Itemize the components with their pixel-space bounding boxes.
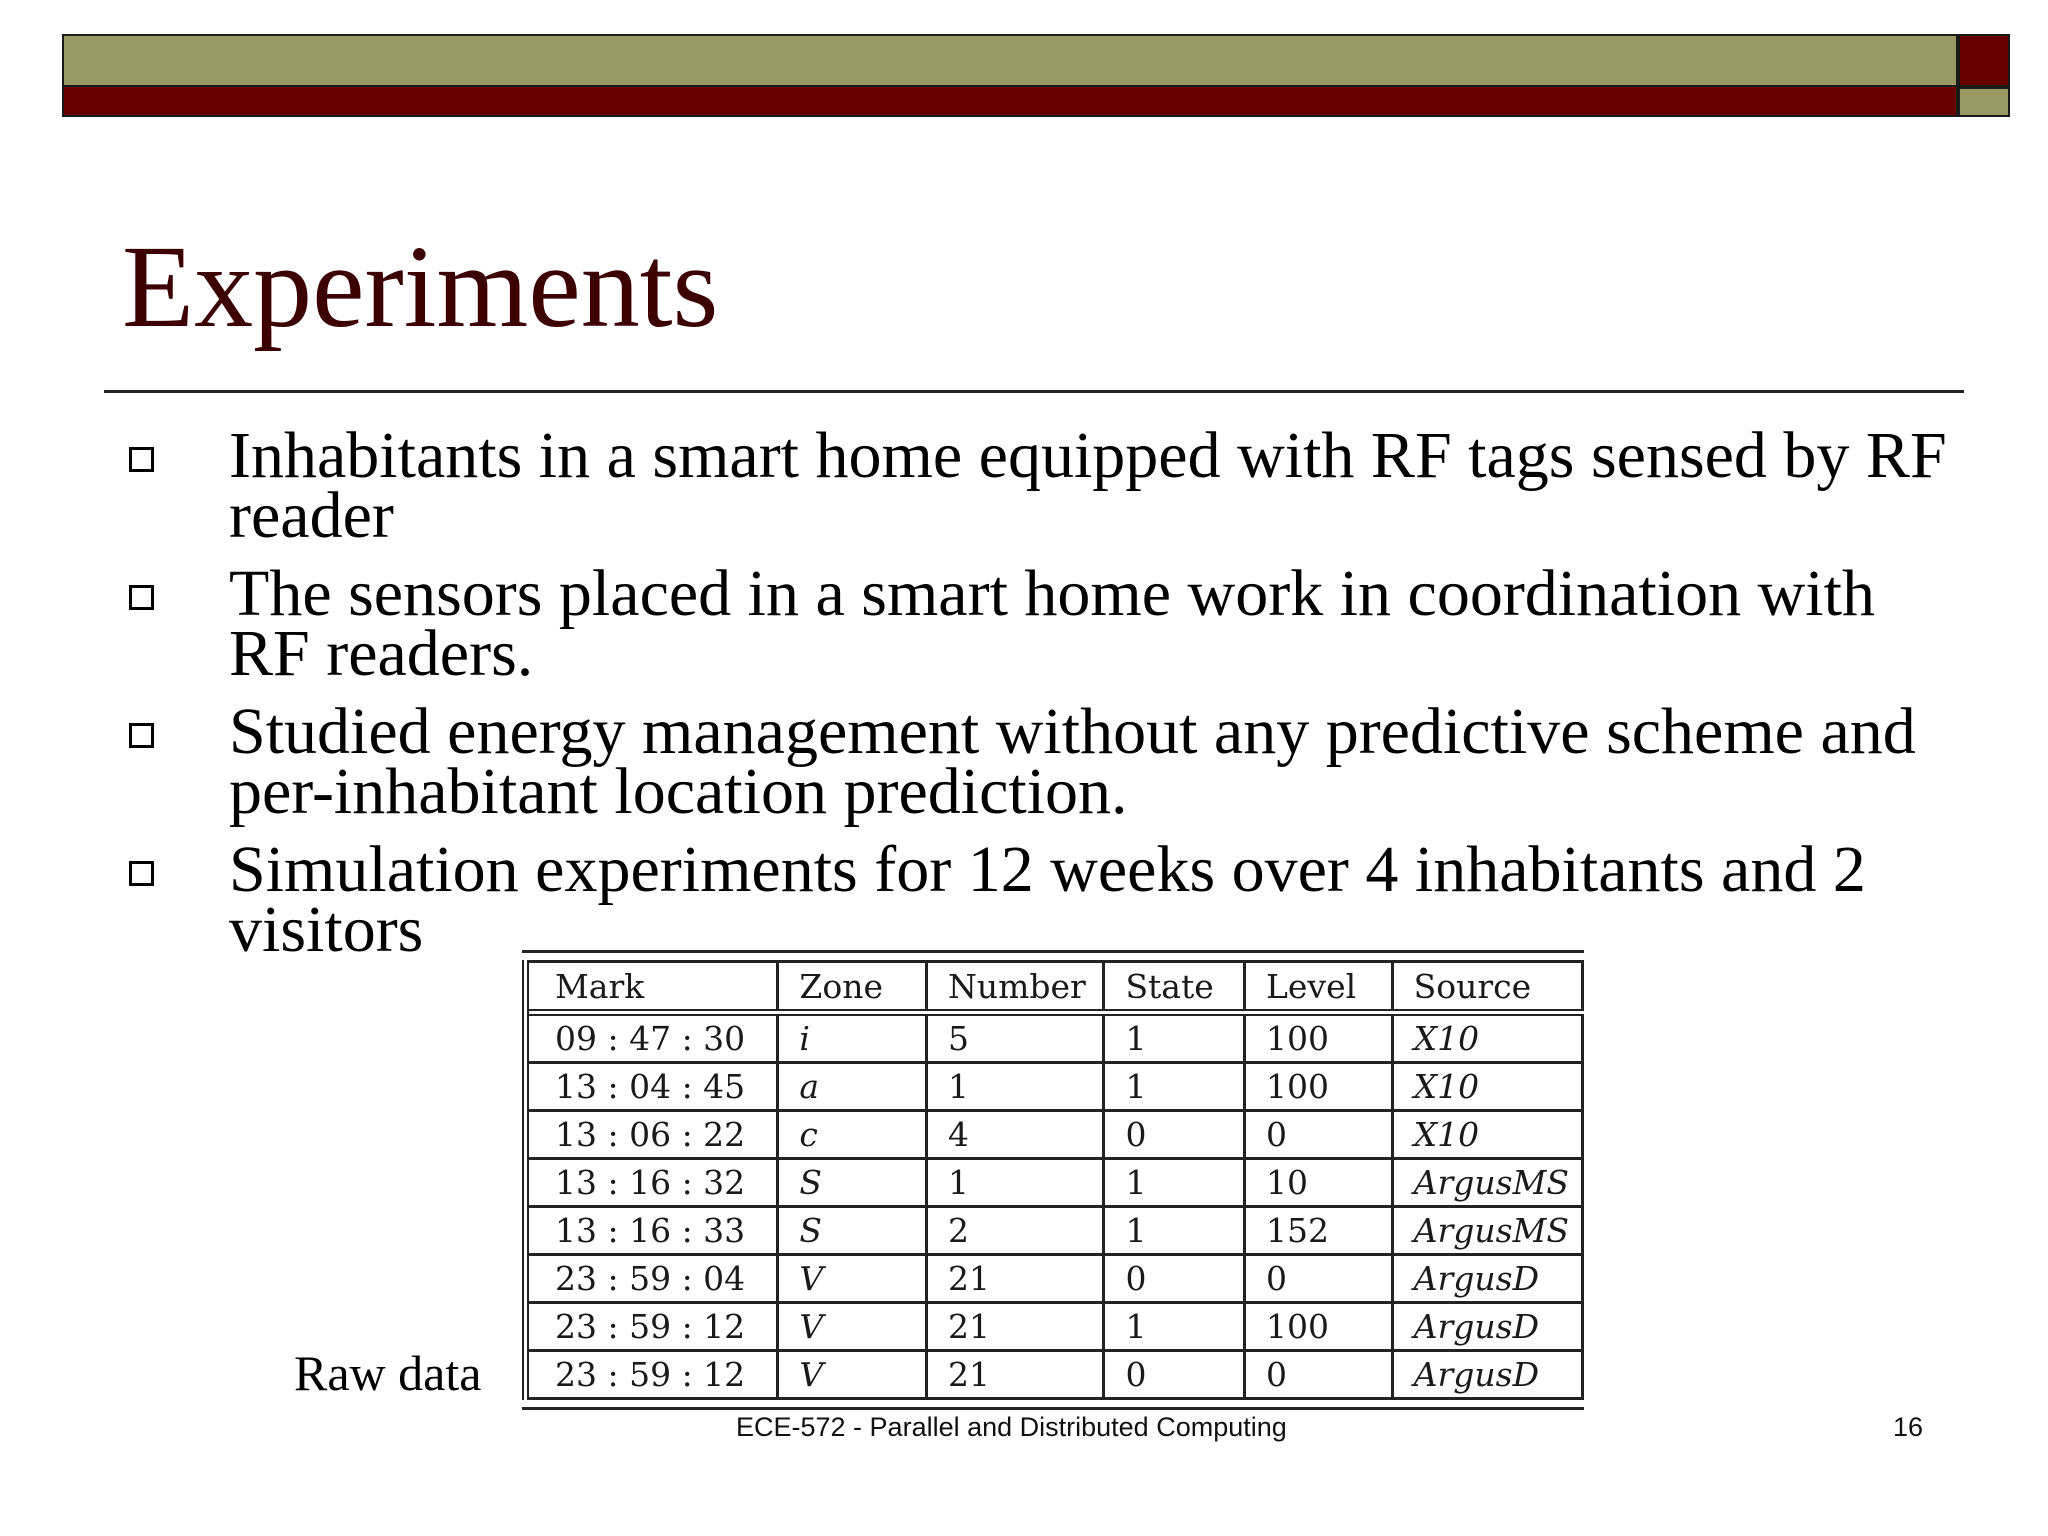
table-cell: 1: [1104, 1013, 1245, 1063]
table-cell: i: [778, 1013, 927, 1063]
table-label: Raw data: [294, 1345, 482, 1401]
column-header: Level: [1244, 962, 1392, 1013]
table-row: [526, 1255, 1583, 1303]
header-band-olive: [62, 34, 1958, 85]
raw-data-table: [522, 960, 1584, 1400]
table-cell: 1: [926, 1063, 1103, 1111]
table-top-rule: [522, 950, 1584, 953]
table-row: [526, 1351, 1583, 1399]
square-bullet-icon: [129, 585, 154, 610]
table-cell: X10: [1392, 1063, 1582, 1111]
table-bottom-rule: [522, 1407, 1584, 1410]
slide-footer: ECE-572 - Parallel and Distributed Computing: [736, 1412, 1287, 1442]
bullet-item: [124, 557, 1964, 690]
table-cell: 13 : 16 : 33: [526, 1207, 778, 1255]
table-cell: c: [778, 1111, 927, 1159]
table-cell: ArgusD: [1392, 1351, 1582, 1399]
table-cell: 5: [926, 1013, 1103, 1063]
header-corner-olive: [1958, 87, 2010, 117]
table-cell: X10: [1392, 1111, 1582, 1159]
column-header: Mark: [526, 962, 778, 1013]
square-bullet-icon: [129, 723, 154, 748]
table-cell: 23 : 59 : 12: [526, 1303, 778, 1351]
table-cell: 0: [1244, 1351, 1392, 1399]
table-cell: 1: [1104, 1303, 1245, 1351]
column-header: State: [1104, 962, 1245, 1013]
table-cell: ArgusD: [1392, 1255, 1582, 1303]
table-cell: X10: [1392, 1013, 1582, 1063]
table-cell: 100: [1244, 1303, 1392, 1351]
table-row: [526, 1111, 1583, 1159]
table-cell: 23 : 59 : 12: [526, 1351, 778, 1399]
header-corner-red: [1958, 34, 2010, 87]
table-cell: 13 : 04 : 45: [526, 1063, 778, 1111]
table-row: [526, 1207, 1583, 1255]
slide-title: Experiments: [122, 221, 719, 352]
bullet-list: [124, 419, 1964, 978]
page-number: 16: [1893, 1412, 1924, 1442]
column-header: Zone: [778, 962, 927, 1013]
table-cell: 21: [926, 1303, 1103, 1351]
table-cell: 13 : 16 : 32: [526, 1159, 778, 1207]
table-cell: 0: [1104, 1255, 1245, 1303]
table-row: [526, 1159, 1583, 1207]
bullet-text: Simulation experiments for 12 weeks over 4 inhabitants and 2 visitors: [229, 833, 1866, 966]
table-cell: 21: [926, 1351, 1103, 1399]
table-cell: 0: [1104, 1351, 1245, 1399]
table-cell: 1: [1104, 1063, 1245, 1111]
table-cell: ArgusMS: [1392, 1207, 1582, 1255]
table-cell: V: [778, 1351, 927, 1399]
table-cell: 10: [1244, 1159, 1392, 1207]
table-header-row: [526, 962, 1583, 1013]
table-cell: 100: [1244, 1013, 1392, 1063]
table-cell: 1: [1104, 1207, 1245, 1255]
bullet-text: Inhabitants in a smart home equipped with RF tags sensed by RF reader: [229, 419, 1947, 552]
table-cell: V: [778, 1255, 927, 1303]
table-cell: 100: [1244, 1063, 1392, 1111]
raw-data-table-container: [522, 950, 1584, 1410]
table-row: [526, 1013, 1583, 1063]
table-cell: S: [778, 1207, 927, 1255]
table-cell: 0: [1104, 1111, 1245, 1159]
header-band-red: [62, 85, 1958, 117]
table-cell: ArgusD: [1392, 1303, 1582, 1351]
table-cell: 09 : 47 : 30: [526, 1013, 778, 1063]
table-cell: S: [778, 1159, 927, 1207]
table-cell: V: [778, 1303, 927, 1351]
bullet-item: [124, 695, 1964, 828]
table-cell: 152: [1244, 1207, 1392, 1255]
table-cell: 0: [1244, 1111, 1392, 1159]
table-cell: a: [778, 1063, 927, 1111]
table-cell: 23 : 59 : 04: [526, 1255, 778, 1303]
table-cell: 21: [926, 1255, 1103, 1303]
table-cell: 2: [926, 1207, 1103, 1255]
bullet-text: Studied energy management without any predictive scheme and per-inhabitant location prediction.: [229, 695, 1916, 828]
table-cell: 13 : 06 : 22: [526, 1111, 778, 1159]
bullet-item: [124, 833, 1964, 966]
table-row: [526, 1303, 1583, 1351]
table-cell: 4: [926, 1111, 1103, 1159]
table-cell: 0: [1244, 1255, 1392, 1303]
square-bullet-icon: [129, 447, 154, 472]
table-cell: 1: [1104, 1159, 1245, 1207]
bullet-item: [124, 419, 1964, 552]
table-row: [526, 1063, 1583, 1111]
table-cell: 1: [926, 1159, 1103, 1207]
column-header: Source: [1392, 962, 1582, 1013]
bullet-text: The sensors placed in a smart home work in coordination with RF readers.: [229, 557, 1875, 690]
column-header: Number: [926, 962, 1103, 1013]
square-bullet-icon: [129, 861, 154, 886]
title-underline: [104, 390, 1964, 393]
table-cell: ArgusMS: [1392, 1159, 1582, 1207]
